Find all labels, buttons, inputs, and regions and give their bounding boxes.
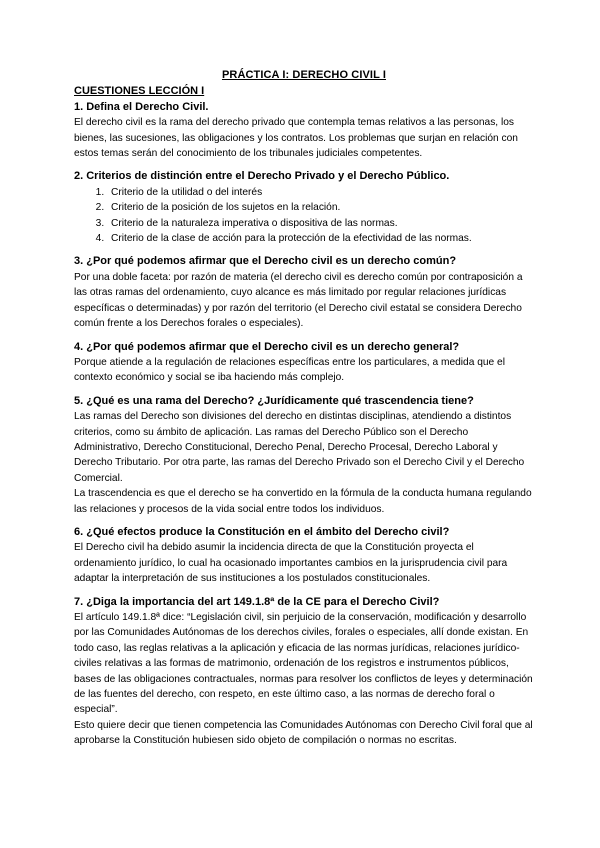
list-item: 3. Criterio de la naturaleza imperativa o dispositiva de las normas. [107,216,534,231]
lesson-heading: CUESTIONES LECCIÓN I [74,85,205,98]
section-2 [74,169,534,246]
answer-paragraph: El Derecho civil ha debido asumir la incidencia directa de que la Constitución proyecta el ordenamiento jurídico, lo cual ha ocasionado importantes cambios en la jurisprudencia civil para adaptar la interpretación de sus instituciones a los postulados constitucionales. [74,542,508,585]
answer-paragraph: La trascendencia es que el derecho se ha convertido en la fórmula de la conducta humana regulando las relaciones y procesos de la vida social entre todos los individuos. [74,488,532,515]
page-title: PRÁCTICA I: DERECHO CIVIL I [221,69,387,81]
list-item: 2. Criterio de la posición de los sujetos en la relación. [107,200,534,215]
question-heading: 2. Criterios de distinción entre el Derecho Privado y el Derecho Público. [74,170,450,183]
section-5 [74,394,534,517]
question-heading: 4. ¿Por qué podemos afirmar que el Derecho civil es un derecho general? [74,340,460,353]
document-page [74,68,534,749]
section-3 [74,254,534,331]
section-7 [74,595,534,749]
answer-paragraph: Esto quiere decir que tienen competencia las Comunidades Autónomas con Derecho Civil foral que al aprobarse la Constitución hubiesen sido objeto de compilación o normas no escritas. [74,719,533,747]
answer-paragraph: Las ramas del Derecho son divisiones del derecho en distintas disciplinas, atendiendo a distintos criterios, como su ámbito de aplicación. Las ramas del Derecho Público son el Derecho Administrativo, Derecho Constitucional, Derecho Penal, Derecho Procesal, Derecho Laboral y Derecho Tributario. Por otra parte, las ramas del Derecho Privado son el Derecho Civil y el Derecho Comercial. [74,411,525,484]
section-6 [74,525,534,587]
answer-paragraph: Por una doble faceta: por razón de materia (el derecho civil es derecho común por contraposición a las otras ramas del ordenamiento, cuyo alcance es más limitado por regular relaciones jurídicas específicas o determinadas) y por razón del territorio (el Derecho civil estatal se considera Derecho común frente a los Derechos forales o especiales). [74,271,523,330]
question-heading: 6. ¿Qué efectos produce la Constitución en el ámbito del Derecho civil? [74,525,450,538]
question-heading: 7. ¿Diga la importancia del art 149.1.8ª de la CE para el Derecho Civil? [74,595,440,608]
answer-paragraph: El derecho civil es la rama del derecho privado que contempla temas relativos a las personas, los bienes, las sucesiones, las obligaciones y los contratos. Los problemas que surjan en relación con estos temas serán del conocimiento de los tribunales judiciales competentes. [74,117,518,160]
section-1 [74,100,534,162]
answer-paragraph: El artículo 149.1.8ª dice: “Legislación civil, sin perjuicio de la conservación, modificación y desarrollo por las Comunidades Autónomas de los derechos civiles, forales o especiales, allí donde existan. En todo caso, las reglas relativas a la aplicación y eficacia de las normas jurídicas, relaciones jurídico-civiles relativas a las formas de matrimonio, ordenación de los registros e instrumentos públicos, bases de las obligaciones contractuales, normas para resolver los conflictos de leyes y determinación de las fuentes del derecho, con respeto, en este último caso, a las normas de derecho foral o especial”. [74,612,533,716]
list-item: 1. Criterio de la utilidad o del interés [107,185,534,200]
answer-paragraph: Porque atiende a la regulación de relaciones específicas entre los particulares, a medida que el contexto económico y social se iba haciendo más complejo. [74,356,505,384]
question-heading: 3. ¿Por qué podemos afirmar que el Derecho civil es un derecho común? [74,255,457,268]
question-heading: 5. ¿Qué es una rama del Derecho? ¿Jurídicamente qué trascendencia tiene? [74,394,474,407]
criteria-list [74,185,534,247]
section-4 [74,340,534,386]
question-heading: 1. Defina el Derecho Civil. [74,100,209,113]
list-item: 4. Criterio de la clase de acción para la protección de la efectividad de las normas. [107,231,534,246]
